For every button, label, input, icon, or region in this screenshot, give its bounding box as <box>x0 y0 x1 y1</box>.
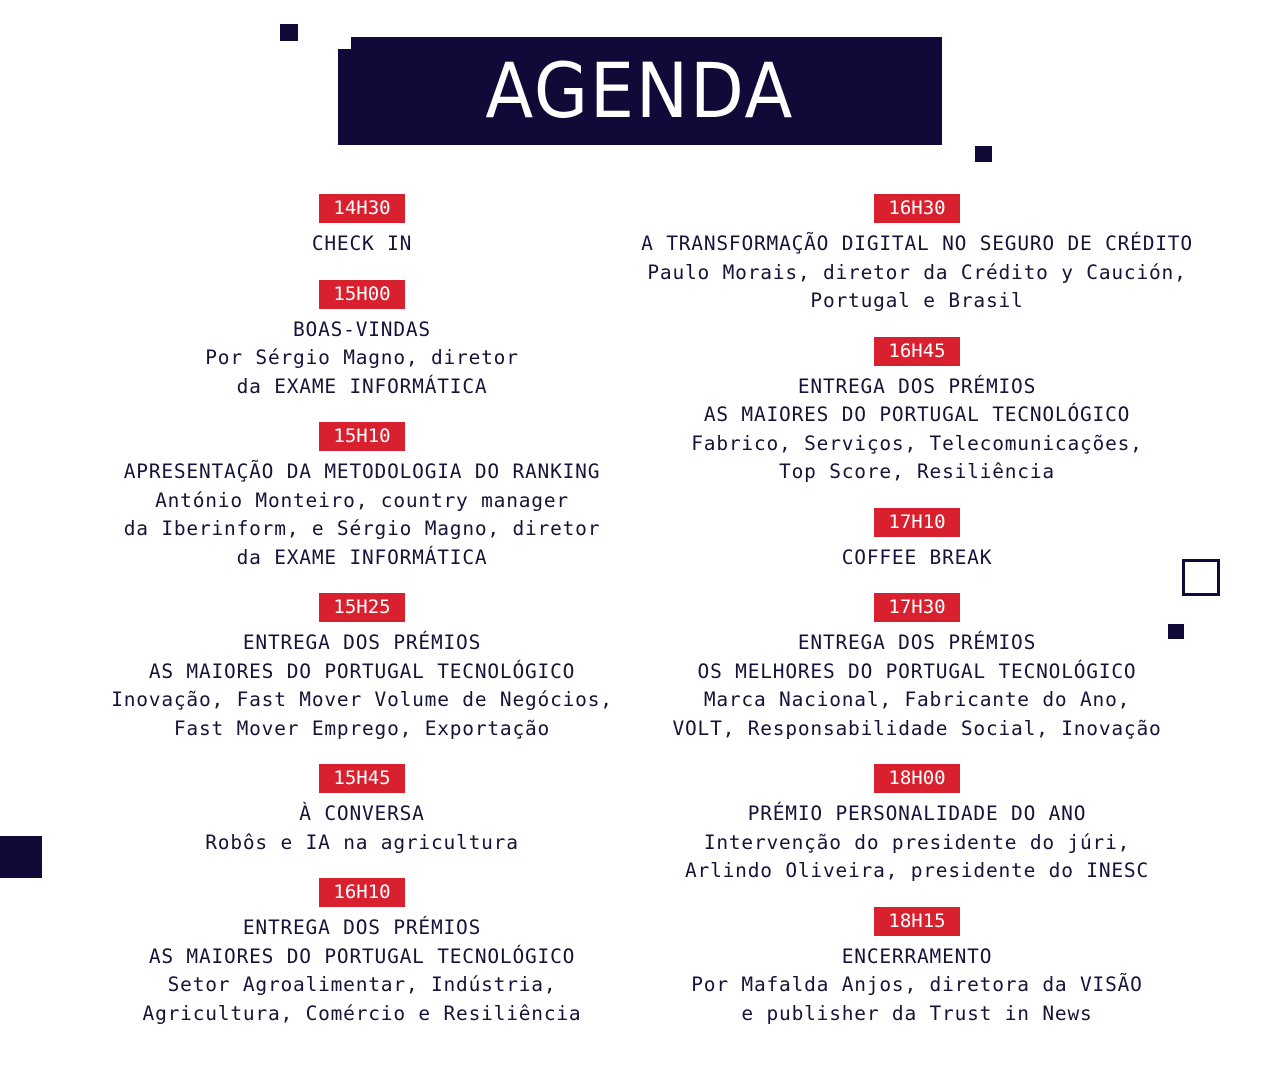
agenda-item <box>641 194 1193 316</box>
time-badge: 16H10 <box>319 878 405 907</box>
agenda-item <box>691 337 1142 487</box>
time-badge: 15H00 <box>319 280 405 309</box>
decorative-square-title-right <box>975 146 992 162</box>
agenda-item-detail: AS MAIORES DO PORTUGAL TECNOLÓGICO <box>148 659 576 683</box>
agenda-item-title: PRÉMIO PERSONALIDADE DO ANO <box>747 802 1087 825</box>
decorative-square-left-edge <box>0 836 42 878</box>
agenda-item-title: BOAS-VINDAS <box>293 317 431 341</box>
agenda-item-detail: Arlindo Oliveira, presidente do INESC <box>685 859 1149 882</box>
agenda-item-title: ENCERRAMENTO <box>841 944 993 968</box>
time-badge: 17H10 <box>874 508 960 537</box>
agenda-item <box>672 593 1161 743</box>
agenda-item <box>143 878 582 1028</box>
agenda-item-title: APRESENTAÇÃO DA METODOLOGIA DO RANKING <box>123 460 601 483</box>
agenda-item-detail: Fast Mover Emprego, Exportação <box>173 716 551 740</box>
agenda-item-detail: e publisher da Trust in News <box>741 1001 1093 1025</box>
agenda-item-detail: Top Score, Resiliência <box>779 460 1055 483</box>
time-badge: 17H30 <box>874 593 960 622</box>
agenda-item <box>205 764 519 857</box>
agenda-item <box>691 907 1142 1029</box>
agenda-item <box>842 508 992 573</box>
time-badge: 14H30 <box>319 194 405 223</box>
agenda-item-detail: OS MELHORES DO PORTUGAL TECNOLÓGICO <box>697 659 1137 683</box>
time-badge: 15H45 <box>319 764 405 793</box>
title-banner-notch <box>338 37 351 49</box>
time-badge: 15H10 <box>319 422 405 451</box>
agenda-item-detail: Agricultura, Comércio e Resiliência <box>142 1001 582 1025</box>
agenda-item-title: À CONVERSA <box>299 802 425 825</box>
time-badge: 15H25 <box>319 593 405 622</box>
agenda-item <box>111 593 613 743</box>
agenda-item-detail: Marca Nacional, Fabricante do Ano, <box>703 688 1131 711</box>
time-badge: 16H45 <box>874 337 960 366</box>
agenda-item-detail: Intervenção do presidente do júri, <box>703 830 1131 854</box>
agenda-item-detail: da EXAME INFORMÁTICA <box>236 545 488 569</box>
agenda-item <box>685 764 1149 886</box>
agenda-item-title: A TRANSFORMAÇÃO DIGITAL NO SEGURO DE CRÉDITO <box>641 232 1193 255</box>
agenda-item-title: ENTREGA DOS PRÉMIOS <box>797 374 1037 398</box>
agenda-item-title: ENTREGA DOS PRÉMIOS <box>797 631 1037 654</box>
agenda-item-title: ENTREGA DOS PRÉMIOS <box>242 916 482 939</box>
agenda-item-detail: Robôs e IA na agricultura <box>205 830 519 854</box>
agenda-item-detail: Setor Agroalimentar, Indústria, <box>167 973 557 996</box>
agenda-item <box>124 422 601 572</box>
agenda-item-detail: AS MAIORES DO PORTUGAL TECNOLÓGICO <box>148 944 576 968</box>
decorative-square-top-left <box>280 24 298 41</box>
agenda-item-detail: da EXAME INFORMÁTICA <box>236 374 488 398</box>
agenda-item-detail: VOLT, Responsabilidade Social, Inovação <box>672 716 1162 740</box>
agenda-item-title: COFFEE BREAK <box>841 545 993 569</box>
agenda-item-detail: Paulo Morais, diretor da Crédito y Caución, <box>647 260 1187 284</box>
agenda-item-detail: Portugal e Brasil <box>810 289 1024 312</box>
time-badge: 18H15 <box>874 907 960 936</box>
agenda-column-left <box>92 194 632 1049</box>
agenda-item <box>205 280 519 402</box>
agenda-item-detail: Por Mafalda Anjos, diretora da VISÃO <box>691 973 1143 996</box>
time-badge: 18H00 <box>874 764 960 793</box>
agenda-item-detail: António Monteiro, country manager <box>155 488 569 512</box>
agenda-item-detail: Por Sérgio Magno, diretor <box>205 346 519 369</box>
agenda-item-title: CHECK IN <box>311 232 413 255</box>
time-badge: 16H30 <box>874 194 960 223</box>
agenda-item-detail: Fabrico, Serviços, Telecomunicações, <box>691 431 1143 455</box>
agenda-item-title: ENTREGA DOS PRÉMIOS <box>242 631 482 654</box>
agenda-title-banner <box>338 37 942 145</box>
agenda-item-detail: Inovação, Fast Mover Volume de Negócios, <box>111 688 613 711</box>
agenda-item-detail: AS MAIORES DO PORTUGAL TECNOLÓGICO <box>703 403 1131 426</box>
page-title: AGENDA <box>485 46 795 135</box>
agenda-column-right <box>642 194 1192 1049</box>
agenda-item <box>312 194 412 259</box>
agenda-item-detail: da Iberinform, e Sérgio Magno, diretor <box>123 517 601 540</box>
